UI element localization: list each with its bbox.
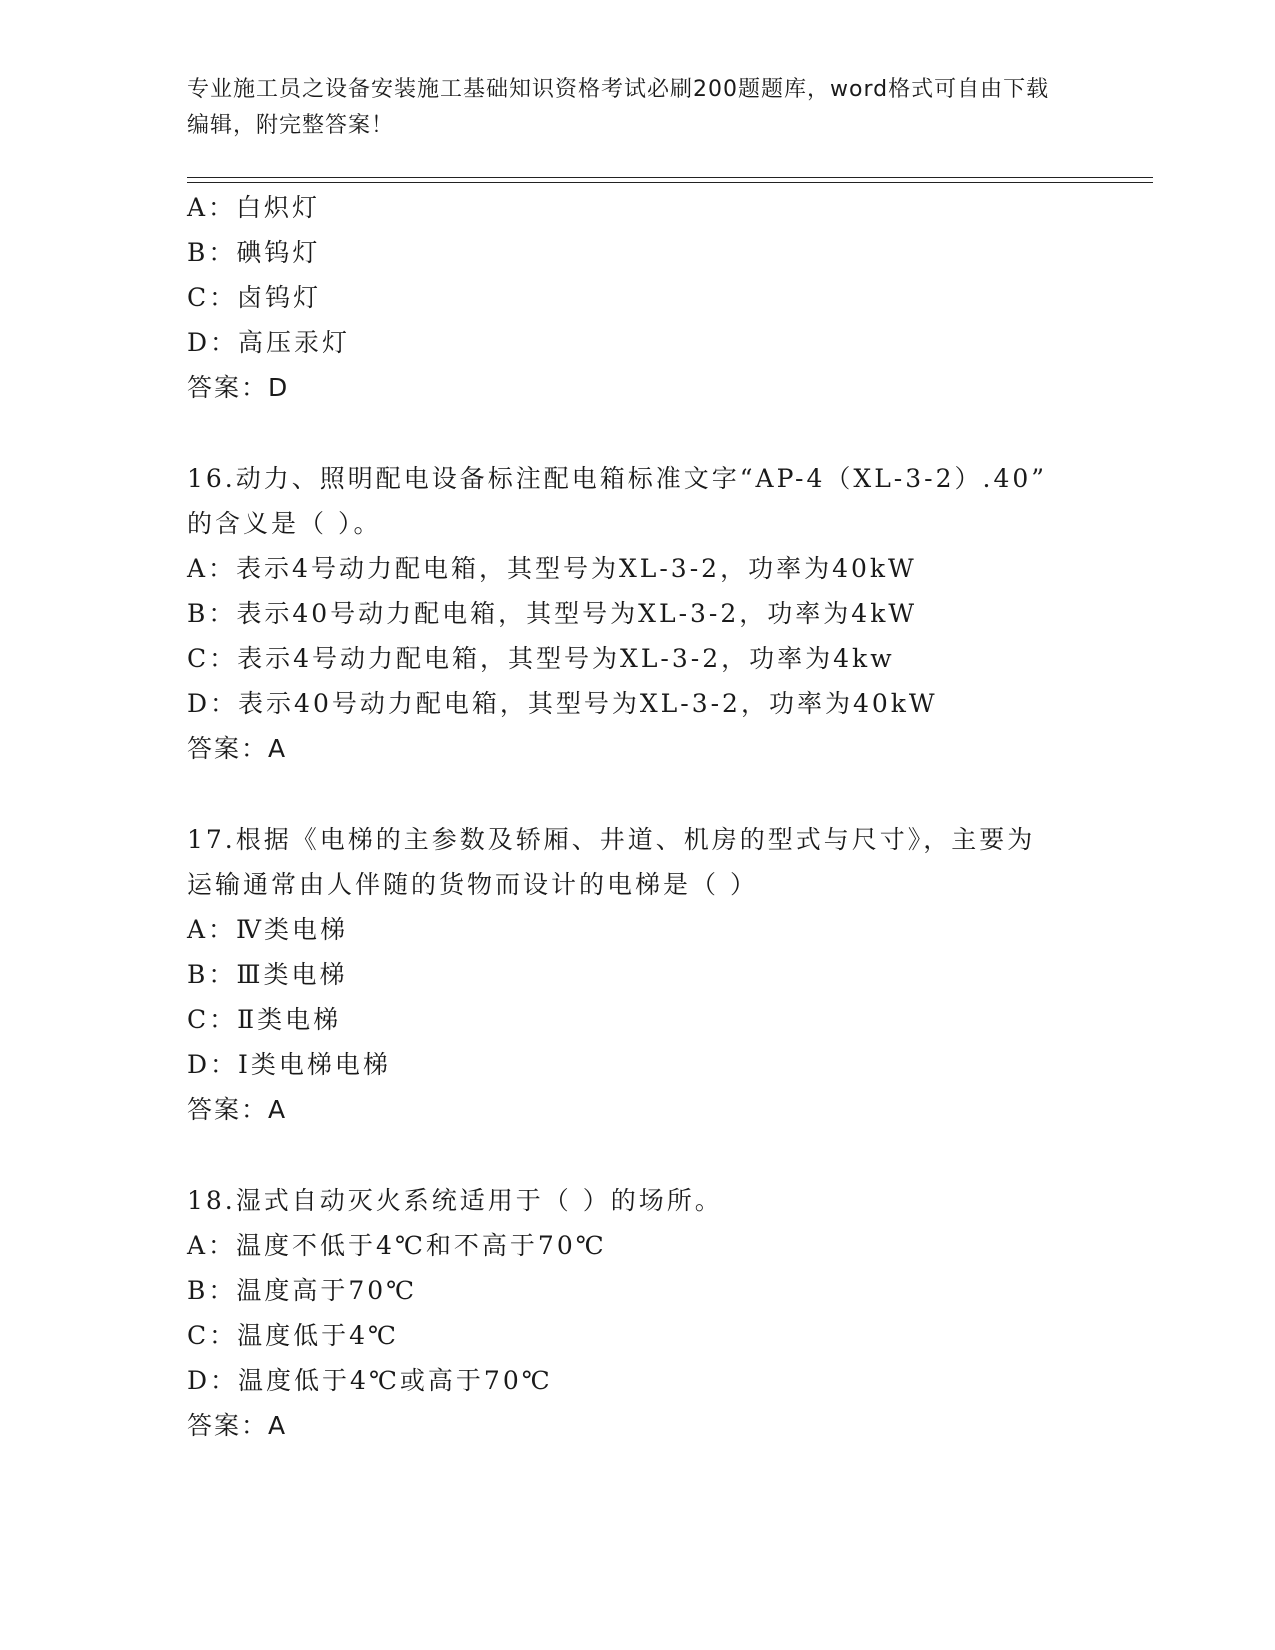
- q17-stem-line2: 运输通常由人伴随的货物而设计的电梯是（ ）: [187, 870, 758, 899]
- q16-option-d: D：表示40号动力配电箱，其型号为XL-3-2，功率为40kW: [187, 689, 938, 718]
- header-rule-bottom: [187, 182, 1153, 183]
- q16-stem-line2: 的含义是（ ）。: [187, 509, 382, 538]
- q18-option-a: A：温度不低于4℃和不高于70℃: [187, 1231, 607, 1260]
- q15-answer: 答案：D: [187, 373, 290, 402]
- q18-option-d: D：温度低于4℃或高于70℃: [187, 1366, 553, 1395]
- q16-answer: 答案：A: [187, 734, 288, 763]
- q16-option-c: C：表示4号动力配电箱，其型号为XL-3-2，功率为4kw: [187, 644, 895, 673]
- q15-option-a: A：白炽灯: [187, 193, 321, 222]
- q17-option-a: A：Ⅳ类电梯: [187, 915, 349, 944]
- q16-option-b: B：表示40号动力配电箱，其型号为XL-3-2，功率为4kW: [187, 599, 918, 628]
- q15-option-c: C：卤钨灯: [187, 283, 322, 312]
- q15-option-d: D：高压汞灯: [187, 328, 351, 357]
- q18-option-c: C：温度低于4℃: [187, 1321, 400, 1350]
- q16-option-a: A：表示4号动力配电箱，其型号为XL-3-2，功率为40kW: [187, 554, 917, 583]
- document-header: 专业施工员之设备安装施工基础知识资格考试必刷200题题库，word格式可自由下载编辑，附完整答案！: [187, 77, 1050, 138]
- q16-stem-line1: 16.动力、照明配电设备标注配电箱标准文字“AP-4（XL-3-2）.40”: [187, 464, 1048, 493]
- q18-option-b: B：温度高于70℃: [187, 1276, 418, 1305]
- q17-answer: 答案：A: [187, 1095, 288, 1124]
- q17-option-b: B：Ⅲ类电梯: [187, 960, 348, 989]
- header-rule-top: [187, 177, 1153, 178]
- q17-stem-line1: 17.根据《电梯的主参数及轿厢、井道、机房的型式与尺寸》，主要为: [187, 825, 1036, 854]
- q17-option-c: C：Ⅱ类电梯: [187, 1005, 342, 1034]
- q18-stem-line1: 18.湿式自动灭火系统适用于（ ）的场所。: [187, 1186, 723, 1215]
- q18-answer: 答案：A: [187, 1411, 288, 1440]
- q17-option-d: D：Ⅰ类电梯电梯: [187, 1050, 391, 1079]
- q15-option-b: B：碘钨灯: [187, 238, 321, 267]
